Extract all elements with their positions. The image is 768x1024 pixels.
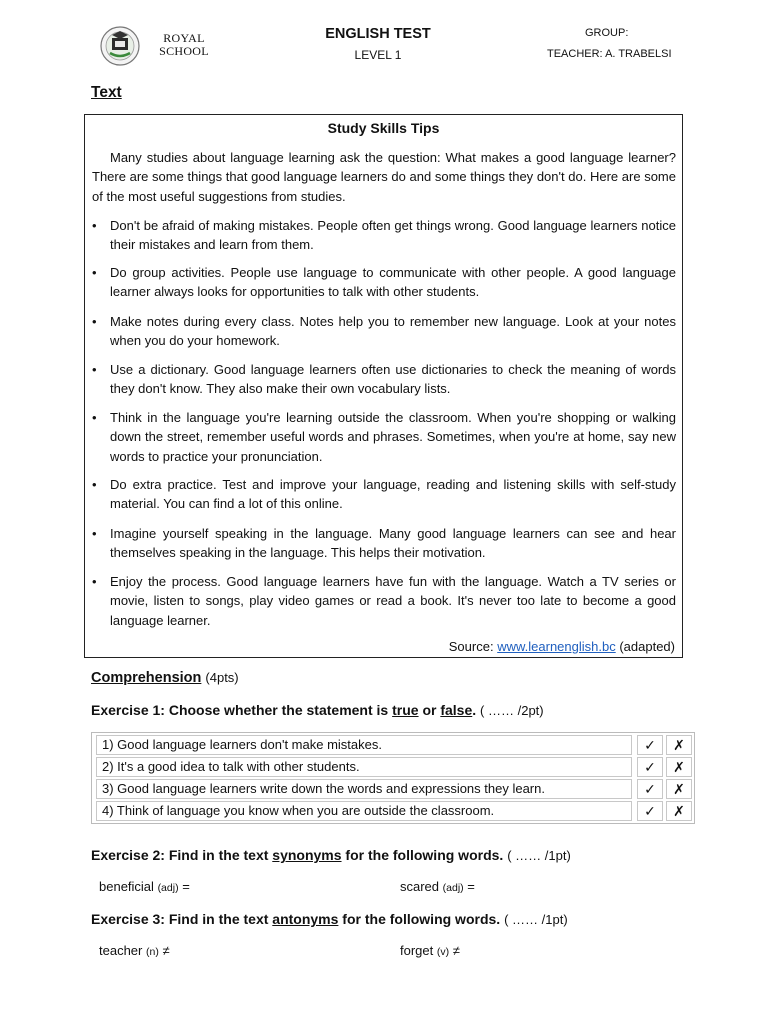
tip-item [92, 572, 676, 630]
statement-cell: 2) It's a good idea to talk with other students. [96, 757, 632, 777]
comprehension-points: (4pts) [205, 670, 239, 685]
bullet-icon: • [92, 314, 97, 329]
teacher-label: TEACHER: A. TRABELSI [547, 48, 672, 60]
exercise2-instruction [91, 847, 571, 863]
true-false-table [91, 732, 695, 824]
tip-text: Do extra practice. Test and improve your language, reading and listening skills with self-study material. You can find a lot of this online. [110, 477, 676, 512]
word-pos: (adj) [157, 882, 179, 894]
school-logo [98, 26, 142, 66]
exercise2-score: ( …… /1pt) [507, 848, 571, 863]
false-checkbox[interactable]: ✗ [666, 779, 692, 799]
statement-cell: 3) Good language learners write down the words and expressions they learn. [96, 779, 632, 799]
tip-item [92, 216, 676, 255]
school-name [155, 32, 213, 58]
exercise1-instruction [91, 702, 544, 718]
reading-intro: Many studies about language learning ask the question: What makes a good language learner? There are some things that good language learners do and some things they don't do. Here are some of the most useful suggestions from studies. [92, 150, 676, 204]
text-heading: Text [91, 84, 122, 101]
tip-text: Make notes during every class. Notes help you to remember new language. Look at your notes when you do your homework. [110, 314, 676, 349]
true-checkbox[interactable]: ✓ [637, 735, 663, 755]
tip-item [92, 524, 676, 563]
bullet-icon: • [92, 410, 97, 425]
tip-item [92, 312, 676, 351]
tip-text: Do group activities. People use language to communicate with other people. A good language learner always looks for opportunities to talk with other students. [110, 265, 676, 300]
exercise2-prefix: Exercise 2: Find in the text [91, 847, 269, 863]
exercise2-word2[interactable] [400, 879, 475, 894]
word-label: scared [400, 879, 440, 894]
test-level: LEVEL 1 [354, 48, 402, 62]
table-row [96, 779, 690, 799]
exercise1-or: or [422, 702, 437, 718]
reading-title: Study Skills Tips [327, 120, 440, 136]
exercise1-score: ( …… /2pt) [480, 703, 544, 718]
word-pos: (v) [436, 946, 450, 958]
table-row [96, 757, 690, 777]
group-label: GROUP: [585, 27, 629, 39]
exercise3-suffix: for the following words. [342, 911, 501, 927]
word-pos: (adj) [442, 882, 464, 894]
true-checkbox[interactable]: ✓ [637, 801, 663, 821]
exercise3-score: ( …… /1pt) [504, 912, 568, 927]
word-label: teacher [99, 943, 143, 958]
exercise3-word2[interactable] [400, 943, 460, 958]
true-checkbox[interactable]: ✓ [637, 757, 663, 777]
statement-cell: 1) Good language learners don't make mistakes. [96, 735, 632, 755]
exercise3-instruction [91, 911, 568, 927]
tip-text: Use a dictionary. Good language learners often use dictionaries to check the meaning of words they don't know. They also make their own vocabulary lists. [110, 362, 676, 397]
table-row [96, 735, 690, 755]
word-sign: = [182, 879, 190, 894]
word-sign: = [467, 879, 475, 894]
false-checkbox[interactable]: ✗ [666, 757, 692, 777]
source-label: Source: [448, 639, 494, 654]
exercise1-prefix: Exercise 1: Choose whether the statement is [91, 702, 389, 718]
comprehension-title: Comprehension [91, 670, 202, 686]
source-link[interactable]: www.learnenglish.bc [497, 639, 616, 654]
school-name-line2: SCHOOL [159, 44, 209, 58]
tip-item [92, 263, 676, 302]
table-row [96, 801, 690, 821]
tip-item [92, 360, 676, 399]
tip-text: Think in the language you're learning outside the classroom. When you're shopping or walking down the street, remember useful words and phrases. Sometimes, when you're at home, say new words to practice your pronunciation. [110, 410, 676, 464]
word-label: beneficial [99, 879, 154, 894]
bullet-icon: • [92, 218, 97, 233]
source-line [449, 639, 675, 654]
school-name-line1: ROYAL [163, 31, 205, 45]
exercise2-keyword: synonyms [272, 847, 342, 863]
source-suffix: (adapted) [619, 639, 675, 654]
tip-item [92, 408, 676, 466]
word-pos: (n) [146, 946, 159, 958]
bullet-icon: • [92, 362, 97, 377]
tip-text: Imagine yourself speaking in the language. Many good language learners can see and hear themselves speaking in the language. This helps their motivation. [110, 526, 676, 561]
bullet-icon: • [92, 574, 97, 589]
test-title: ENGLISH TEST [325, 26, 431, 42]
true-checkbox[interactable]: ✓ [637, 779, 663, 799]
bullet-icon: • [92, 526, 97, 541]
statement-cell: 4) Think of language you know when you are outside the classroom. [96, 801, 632, 821]
exercise1-false-word: false [440, 702, 473, 718]
tip-text: Enjoy the process. Good language learners have fun with the language. Watch a TV series or movie, listen to songs, play video games or read a book. It's never too late to become a good language learner. [110, 574, 676, 628]
word-label: forget [400, 943, 434, 958]
comprehension-heading [91, 670, 239, 686]
bullet-icon: • [92, 477, 97, 492]
bullet-icon: • [92, 265, 97, 280]
reading-text-box [84, 114, 683, 658]
false-checkbox[interactable]: ✗ [666, 801, 692, 821]
exercise3-prefix: Exercise 3: Find in the text [91, 911, 269, 927]
exercise3-word1[interactable] [99, 943, 170, 958]
exercise2-word1[interactable] [99, 879, 190, 894]
word-sign: ≠ [452, 943, 460, 958]
exercise3-keyword: antonyms [272, 911, 339, 927]
exercise1-period: . [472, 702, 477, 718]
tip-item [92, 475, 676, 514]
exercise2-suffix: for the following words. [345, 847, 504, 863]
exercise1-true-word: true [392, 702, 419, 718]
false-checkbox[interactable]: ✗ [666, 735, 692, 755]
tip-text: Don't be afraid of making mistakes. People often get things wrong. Good language learners notice their mistakes and learn from them. [110, 218, 676, 253]
word-sign: ≠ [162, 943, 170, 958]
